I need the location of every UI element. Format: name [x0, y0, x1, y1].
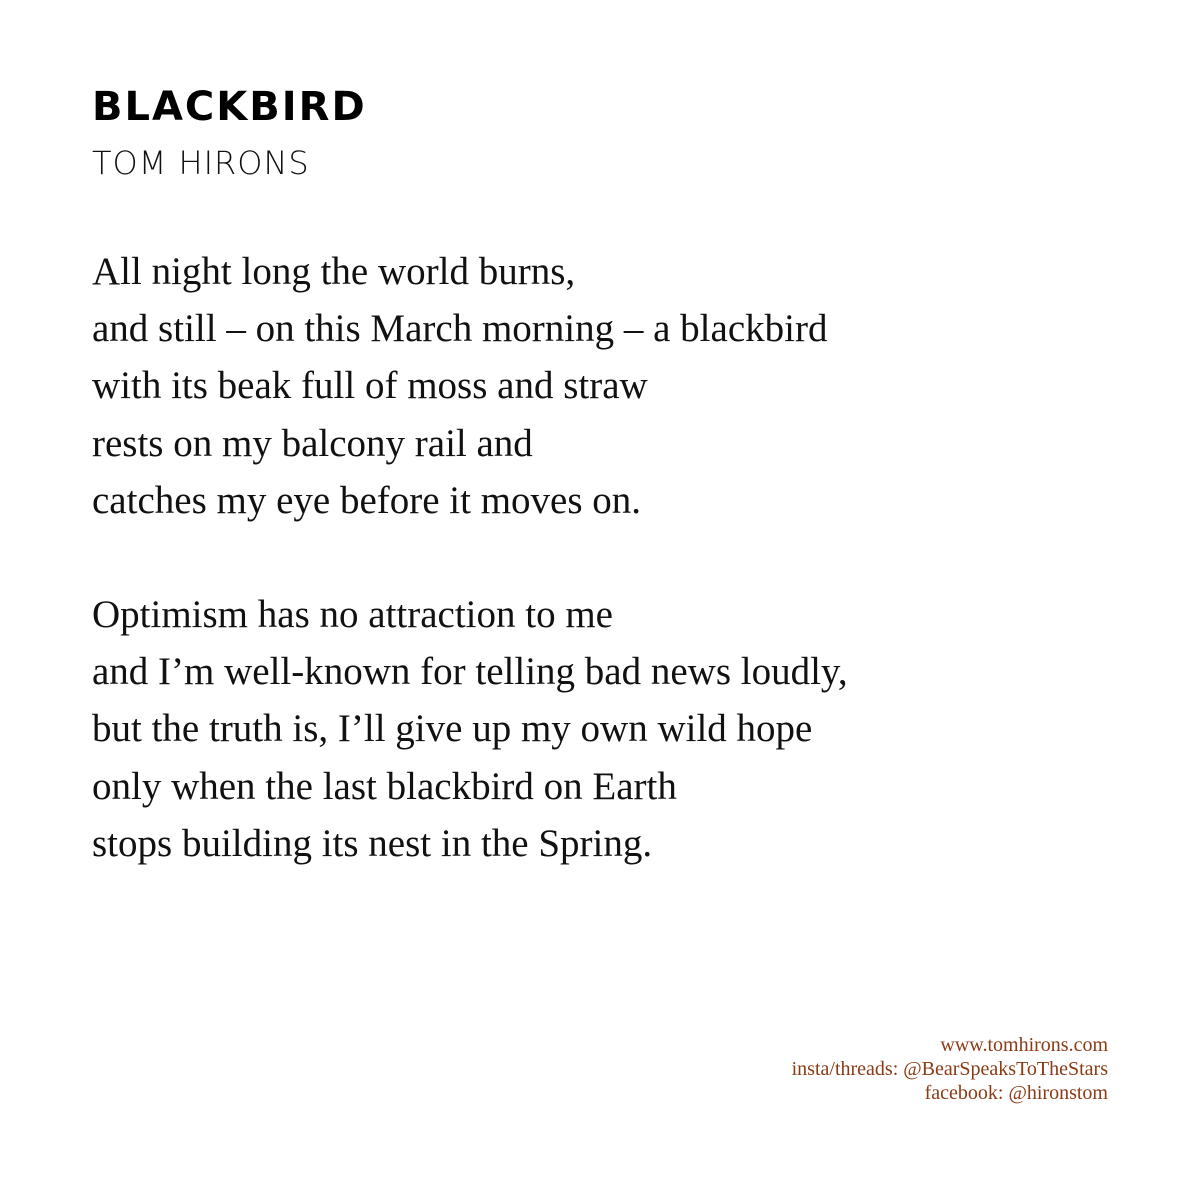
stanza-2	[92, 586, 848, 872]
poem-line: rests on my balcony rail and	[92, 421, 533, 465]
insta-handle: insta/threads: @BearSpeaksToTheStars	[791, 1058, 1108, 1080]
poem-line: only when the last blackbird on Earth	[92, 764, 677, 808]
poem-author: TOM HIRONS	[92, 144, 310, 182]
facebook-handle: facebook: @hironstom	[924, 1082, 1108, 1104]
stanza-1	[92, 243, 848, 529]
poem-line: stops building its nest in the Spring.	[92, 821, 653, 865]
poem-line: with its beak full of moss and straw	[92, 364, 648, 408]
poem-line: but the truth is, I’ll give up my own wild hope	[92, 707, 813, 751]
website-link: www.tomhirons.com	[940, 1034, 1108, 1056]
poem-line: and still – on this March morning – a blackbird	[92, 307, 828, 351]
poem-body	[92, 243, 848, 929]
poem-line: Optimism has no attraction to me	[92, 593, 613, 637]
footer-credits	[792, 1033, 1108, 1105]
poem-line: All night long the world burns,	[92, 250, 576, 293]
poem-line: catches my eye before it moves on.	[92, 478, 642, 522]
poem-line: and I’m well-known for telling bad news loudly,	[92, 650, 848, 694]
poem-title: BLACKBIRD	[92, 84, 367, 130]
